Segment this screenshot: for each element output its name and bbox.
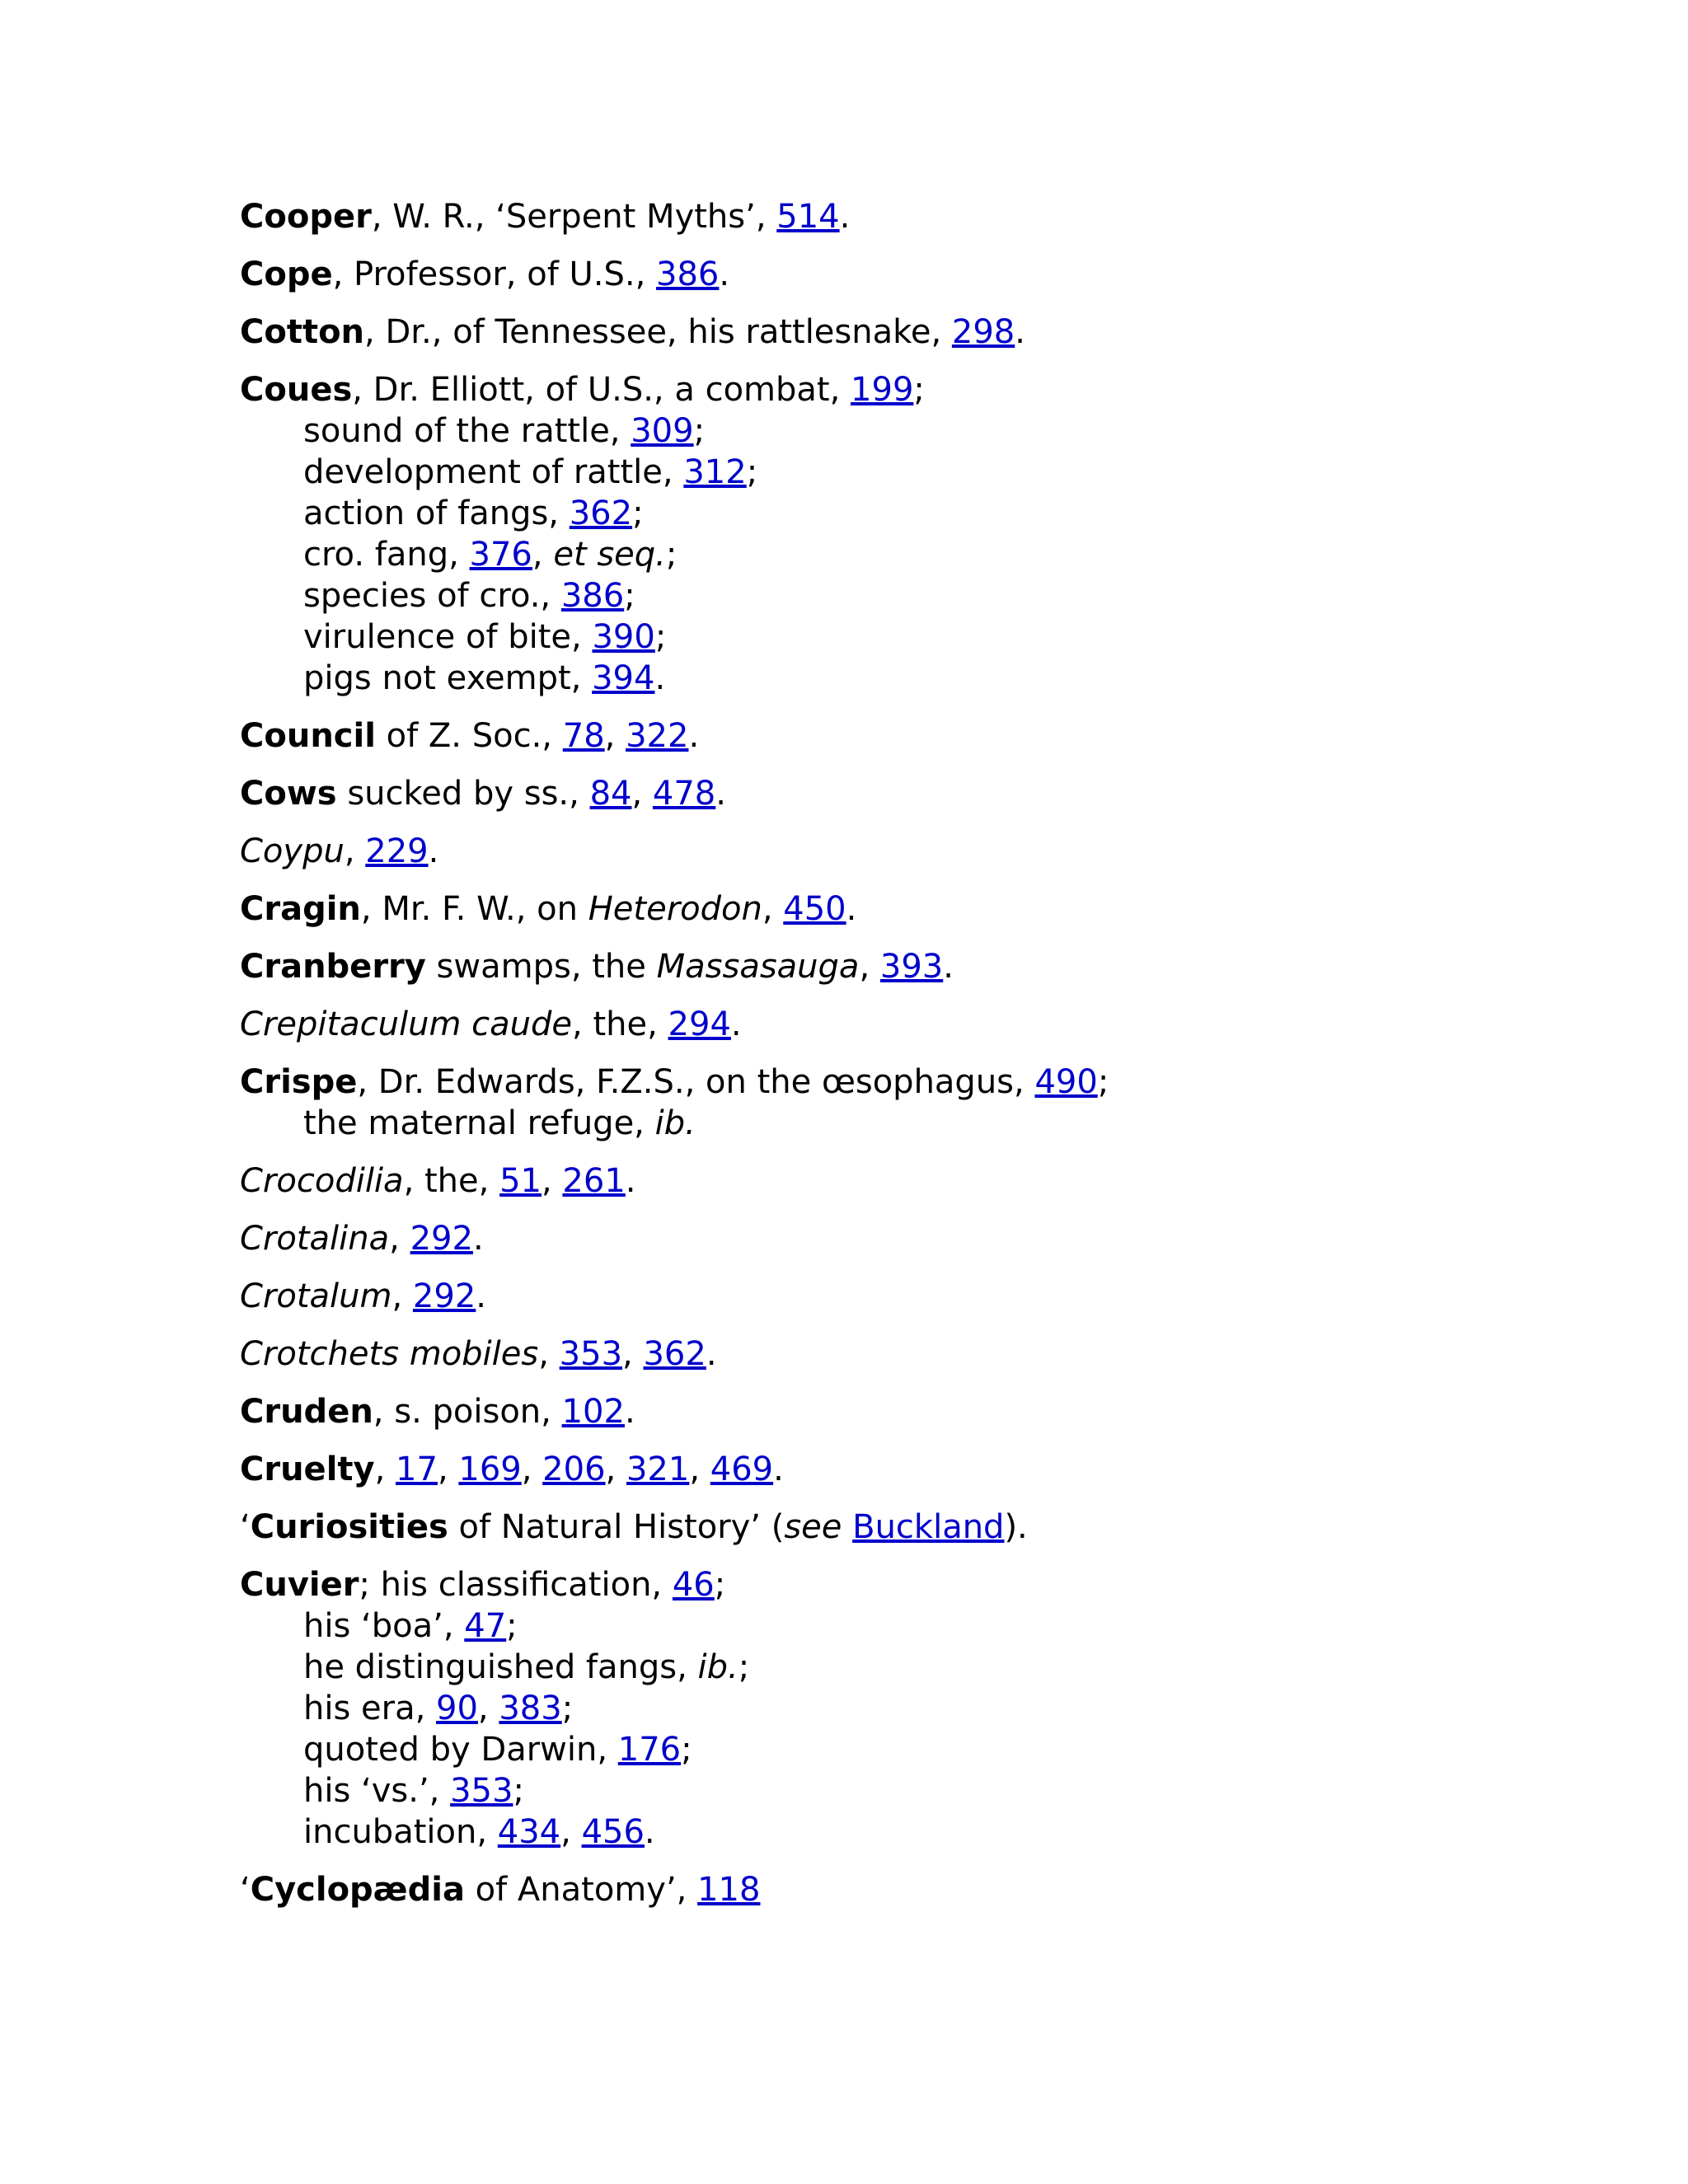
page-link[interactable]: 169 <box>458 1451 522 1488</box>
entry-text: ). <box>1004 1508 1028 1546</box>
page-link[interactable]: 393 <box>879 948 944 986</box>
index-entry <box>240 1507 1559 1548</box>
index-subentry <box>240 1103 1559 1144</box>
index-entry <box>240 1062 1559 1144</box>
index-entry <box>240 1333 1559 1375</box>
index-heading-line <box>240 888 1559 930</box>
page-link[interactable]: 362 <box>569 494 633 532</box>
page-link[interactable]: 294 <box>668 1005 731 1043</box>
index-heading-line <box>240 1449 1559 1490</box>
index-heading-line <box>240 196 1559 237</box>
page-link[interactable]: 51 <box>499 1162 542 1200</box>
index-heading-line <box>240 946 1559 987</box>
page-link[interactable]: 309 <box>631 412 694 450</box>
entry-term: Council <box>240 717 376 755</box>
page-link[interactable]: 199 <box>851 371 914 409</box>
index-entry <box>240 831 1559 872</box>
entry-term: Cyclopædia <box>250 1871 465 1909</box>
entry-text: , the, <box>572 1005 668 1043</box>
entry-text: , <box>392 1277 413 1315</box>
entry-text: his era, <box>303 1690 437 1727</box>
italic-text: see <box>784 1508 842 1546</box>
index-heading-line <box>240 773 1559 814</box>
index-entry <box>240 946 1559 987</box>
entry-text: , <box>374 1451 396 1488</box>
page-link[interactable]: 102 <box>561 1393 625 1431</box>
italic-text: ib. <box>697 1648 738 1686</box>
index-subentry <box>240 1688 1559 1729</box>
italic-text: Heterodon <box>588 890 762 928</box>
entry-text: ; <box>1097 1063 1109 1101</box>
entry-text: , <box>532 536 554 574</box>
index-entry <box>240 1564 1559 1853</box>
index-heading-line <box>240 1062 1559 1103</box>
entry-text: , the, <box>403 1162 500 1200</box>
entry-text: ; <box>561 1690 574 1727</box>
italic-text: et seq. <box>553 536 666 574</box>
page-link[interactable]: 434 <box>497 1813 561 1851</box>
index-heading-line <box>240 1507 1559 1548</box>
index-entry <box>240 312 1559 353</box>
page-link[interactable]: 47 <box>464 1607 507 1645</box>
entry-text: ; <box>681 1731 692 1769</box>
entry-text: ‘ <box>240 1871 251 1909</box>
entry-term: Cragin <box>240 890 361 928</box>
entry-term: Cuvier <box>240 1566 359 1604</box>
page-link[interactable]: 118 <box>697 1871 761 1909</box>
entry-text: . <box>730 1005 742 1043</box>
entry-text: ; <box>513 1772 524 1810</box>
page-link[interactable]: 386 <box>656 255 720 293</box>
index-entry <box>240 254 1559 295</box>
entry-text: ‘ <box>240 1508 251 1546</box>
entry-text: , <box>605 1451 626 1488</box>
entry-text: quoted by Darwin, <box>303 1731 618 1769</box>
entry-text: , <box>762 890 784 928</box>
entry-text: , <box>437 1451 459 1488</box>
entry-text: ; <box>913 371 925 409</box>
entry-text: . <box>476 1277 486 1315</box>
index-heading-line <box>240 1564 1559 1605</box>
entry-text: , W. R., ‘Serpent Myths’, <box>371 198 777 236</box>
entry-term: Cows <box>240 775 337 813</box>
page-link[interactable]: 78 <box>562 717 605 755</box>
page-link[interactable]: 312 <box>683 453 747 491</box>
entry-text: ; <box>693 412 706 450</box>
entry-text: , Professor, of U.S., <box>332 255 657 293</box>
index-subentry <box>240 1811 1559 1853</box>
entry-text: ; <box>506 1607 518 1645</box>
entry-text: , <box>689 1451 710 1488</box>
page-link[interactable]: 206 <box>542 1451 606 1488</box>
entry-term: Curiosities <box>250 1508 448 1546</box>
entry-text: , <box>538 1335 560 1373</box>
page-link[interactable]: 90 <box>436 1690 478 1727</box>
entry-text: . <box>428 832 439 870</box>
entry-text: sucked by ss., <box>336 775 590 813</box>
index-subentry <box>240 534 1559 575</box>
index-subentry <box>240 575 1559 616</box>
page-link[interactable]: 390 <box>592 618 655 656</box>
entry-text: action of fangs, <box>303 494 570 532</box>
italic-text: Coypu <box>240 832 345 870</box>
page-link[interactable]: 386 <box>560 577 625 615</box>
index-page <box>240 196 1559 1927</box>
entry-text: , s. poison, <box>373 1393 562 1431</box>
entry-term: Cruden <box>240 1393 373 1431</box>
page-link[interactable]: 514 <box>776 198 840 236</box>
entry-text: , <box>560 1813 582 1851</box>
entry-text: his ‘boa’, <box>303 1607 465 1645</box>
entry-text: incubation, <box>303 1813 498 1851</box>
entry-term: Cotton <box>240 313 365 351</box>
page-link[interactable]: 292 <box>410 1220 473 1258</box>
index-subentry <box>240 493 1559 534</box>
index-entry <box>240 1218 1559 1259</box>
index-subentry <box>240 452 1559 493</box>
page-link[interactable]: 298 <box>951 313 1015 351</box>
index-subentry <box>240 1647 1559 1688</box>
index-heading-line <box>240 254 1559 295</box>
page-link[interactable]: 450 <box>783 890 846 928</box>
index-heading-line <box>240 1160 1559 1202</box>
index-entry <box>240 196 1559 237</box>
index-entry <box>240 1391 1559 1432</box>
index-heading-line <box>240 1333 1559 1375</box>
entry-text: , <box>344 832 366 870</box>
entry-text: . <box>773 1451 784 1488</box>
page-link[interactable]: 376 <box>469 536 532 574</box>
page-link[interactable]: 362 <box>643 1335 706 1373</box>
entry-text: , <box>541 1162 563 1200</box>
page-link[interactable]: 456 <box>581 1813 645 1851</box>
entry-text: his ‘vs.’, <box>303 1772 451 1810</box>
page-link[interactable]: 490 <box>1034 1063 1098 1101</box>
index-subentry <box>240 616 1559 658</box>
entry-text: ; his classification, <box>359 1566 673 1604</box>
entry-text: sound of the rattle, <box>303 412 631 450</box>
entry-text: of Z. Soc., <box>375 717 563 755</box>
entry-text: , Dr. Edwards, F.Z.S., on the œsophagus, <box>357 1063 1035 1101</box>
entry-text: of Anatomy’, <box>464 1871 698 1909</box>
index-heading-line <box>240 1004 1559 1045</box>
entry-text: , <box>631 775 653 813</box>
entry-text: ; <box>714 1566 726 1604</box>
index-entry <box>240 1869 1559 1910</box>
index-heading-line <box>240 1276 1559 1317</box>
index-subentry <box>240 1605 1559 1647</box>
index-heading-line <box>240 312 1559 353</box>
entry-text: . <box>706 1335 717 1373</box>
entry-text: cro. fang, <box>303 536 470 574</box>
italic-text: ib. <box>654 1104 696 1142</box>
page-link[interactable]: 322 <box>626 717 689 755</box>
index-heading-line <box>240 831 1559 872</box>
entry-text: . <box>1015 313 1025 351</box>
entry-text: , <box>604 717 626 755</box>
page-link[interactable]: 383 <box>499 1690 562 1727</box>
page-link[interactable]: 353 <box>450 1772 513 1810</box>
entry-text: virulence of bite, <box>303 618 593 656</box>
entry-text: development of rattle, <box>303 453 684 491</box>
entry-text: . <box>624 1393 635 1431</box>
entry-term: Cooper <box>240 198 372 236</box>
page-link[interactable]: 17 <box>396 1451 438 1488</box>
italic-text: Massasauga <box>656 948 860 986</box>
entry-text: , <box>477 1690 499 1727</box>
entry-text: ; <box>654 618 667 656</box>
index-heading-line <box>240 715 1559 757</box>
entry-text: the maternal refuge, <box>303 1104 655 1142</box>
index-entry <box>240 369 1559 699</box>
entry-text: of Natural History’ ( <box>448 1508 785 1546</box>
entry-text: , <box>521 1451 543 1488</box>
italic-text: Crotchets mobiles <box>240 1335 539 1373</box>
page-link[interactable]: 261 <box>562 1162 626 1200</box>
index-heading-line <box>240 1391 1559 1432</box>
page-link[interactable]: 478 <box>652 775 716 813</box>
page-link[interactable]: 469 <box>710 1451 774 1488</box>
entry-text: , Dr., of Tennessee, his rattlesnake, <box>364 313 952 351</box>
entry-text: , Mr. F. W., on <box>360 890 588 928</box>
index-subentry <box>240 1729 1559 1770</box>
entry-text: . <box>943 948 954 986</box>
italic-text: Crepitaculum caude <box>240 1005 573 1043</box>
entry-text: . <box>654 659 666 697</box>
page-link[interactable]: 292 <box>412 1277 476 1315</box>
entry-text: . <box>839 198 851 236</box>
index-entry <box>240 1449 1559 1490</box>
page-link[interactable]: Buckland <box>852 1508 1005 1546</box>
index-entry <box>240 773 1559 814</box>
italic-text: Crotalina <box>240 1220 390 1258</box>
entry-text: swamps, the <box>425 948 657 986</box>
page-link[interactable]: 176 <box>617 1731 682 1769</box>
index-entry <box>240 888 1559 930</box>
index-heading-line <box>240 369 1559 410</box>
index-subentry <box>240 1770 1559 1811</box>
entry-text: . <box>719 255 730 293</box>
entry-term: Cranberry <box>240 948 426 986</box>
entry-text <box>842 1508 852 1546</box>
entry-term: Crispe <box>240 1063 358 1101</box>
entry-text: , <box>389 1220 410 1258</box>
entry-text: , <box>622 1335 644 1373</box>
entry-text: . <box>846 890 857 928</box>
entry-text: ; <box>738 1648 750 1686</box>
index-entry <box>240 715 1559 757</box>
index-subentry <box>240 410 1559 452</box>
entry-text: pigs not exempt, <box>303 659 593 697</box>
page-link[interactable]: 84 <box>589 775 632 813</box>
page-link[interactable]: 46 <box>672 1566 715 1604</box>
entry-term: Coues <box>240 371 353 409</box>
entry-text: he distinguished fangs, <box>303 1648 698 1686</box>
entry-text: ; <box>746 453 758 491</box>
index-subentry <box>240 658 1559 699</box>
entry-text: , <box>859 948 880 986</box>
index-entry <box>240 1276 1559 1317</box>
italic-text: Crocodilia <box>240 1162 404 1200</box>
page-link[interactable]: 321 <box>626 1451 690 1488</box>
entry-text: ; <box>632 494 644 532</box>
entry-text: ; <box>665 536 678 574</box>
entry-text: species of cro., <box>303 577 561 615</box>
entry-text: ; <box>624 577 635 615</box>
entry-text: . <box>688 717 700 755</box>
index-entry <box>240 1160 1559 1202</box>
entry-text: . <box>644 1813 655 1851</box>
page-link[interactable]: 394 <box>592 659 655 697</box>
index-heading-line <box>240 1869 1559 1910</box>
entry-text: . <box>715 775 726 813</box>
entry-text: . <box>472 1220 484 1258</box>
entry-text: . <box>625 1162 636 1200</box>
page-link[interactable]: 229 <box>365 832 429 870</box>
index-heading-line <box>240 1218 1559 1259</box>
page-link[interactable]: 353 <box>559 1335 623 1373</box>
italic-text: Crotalum <box>240 1277 392 1315</box>
entry-term: Cruelty <box>240 1451 375 1488</box>
index-entry <box>240 1004 1559 1045</box>
entry-text: , Dr. Elliott, of U.S., a combat, <box>352 371 851 409</box>
entry-term: Cope <box>240 255 333 293</box>
